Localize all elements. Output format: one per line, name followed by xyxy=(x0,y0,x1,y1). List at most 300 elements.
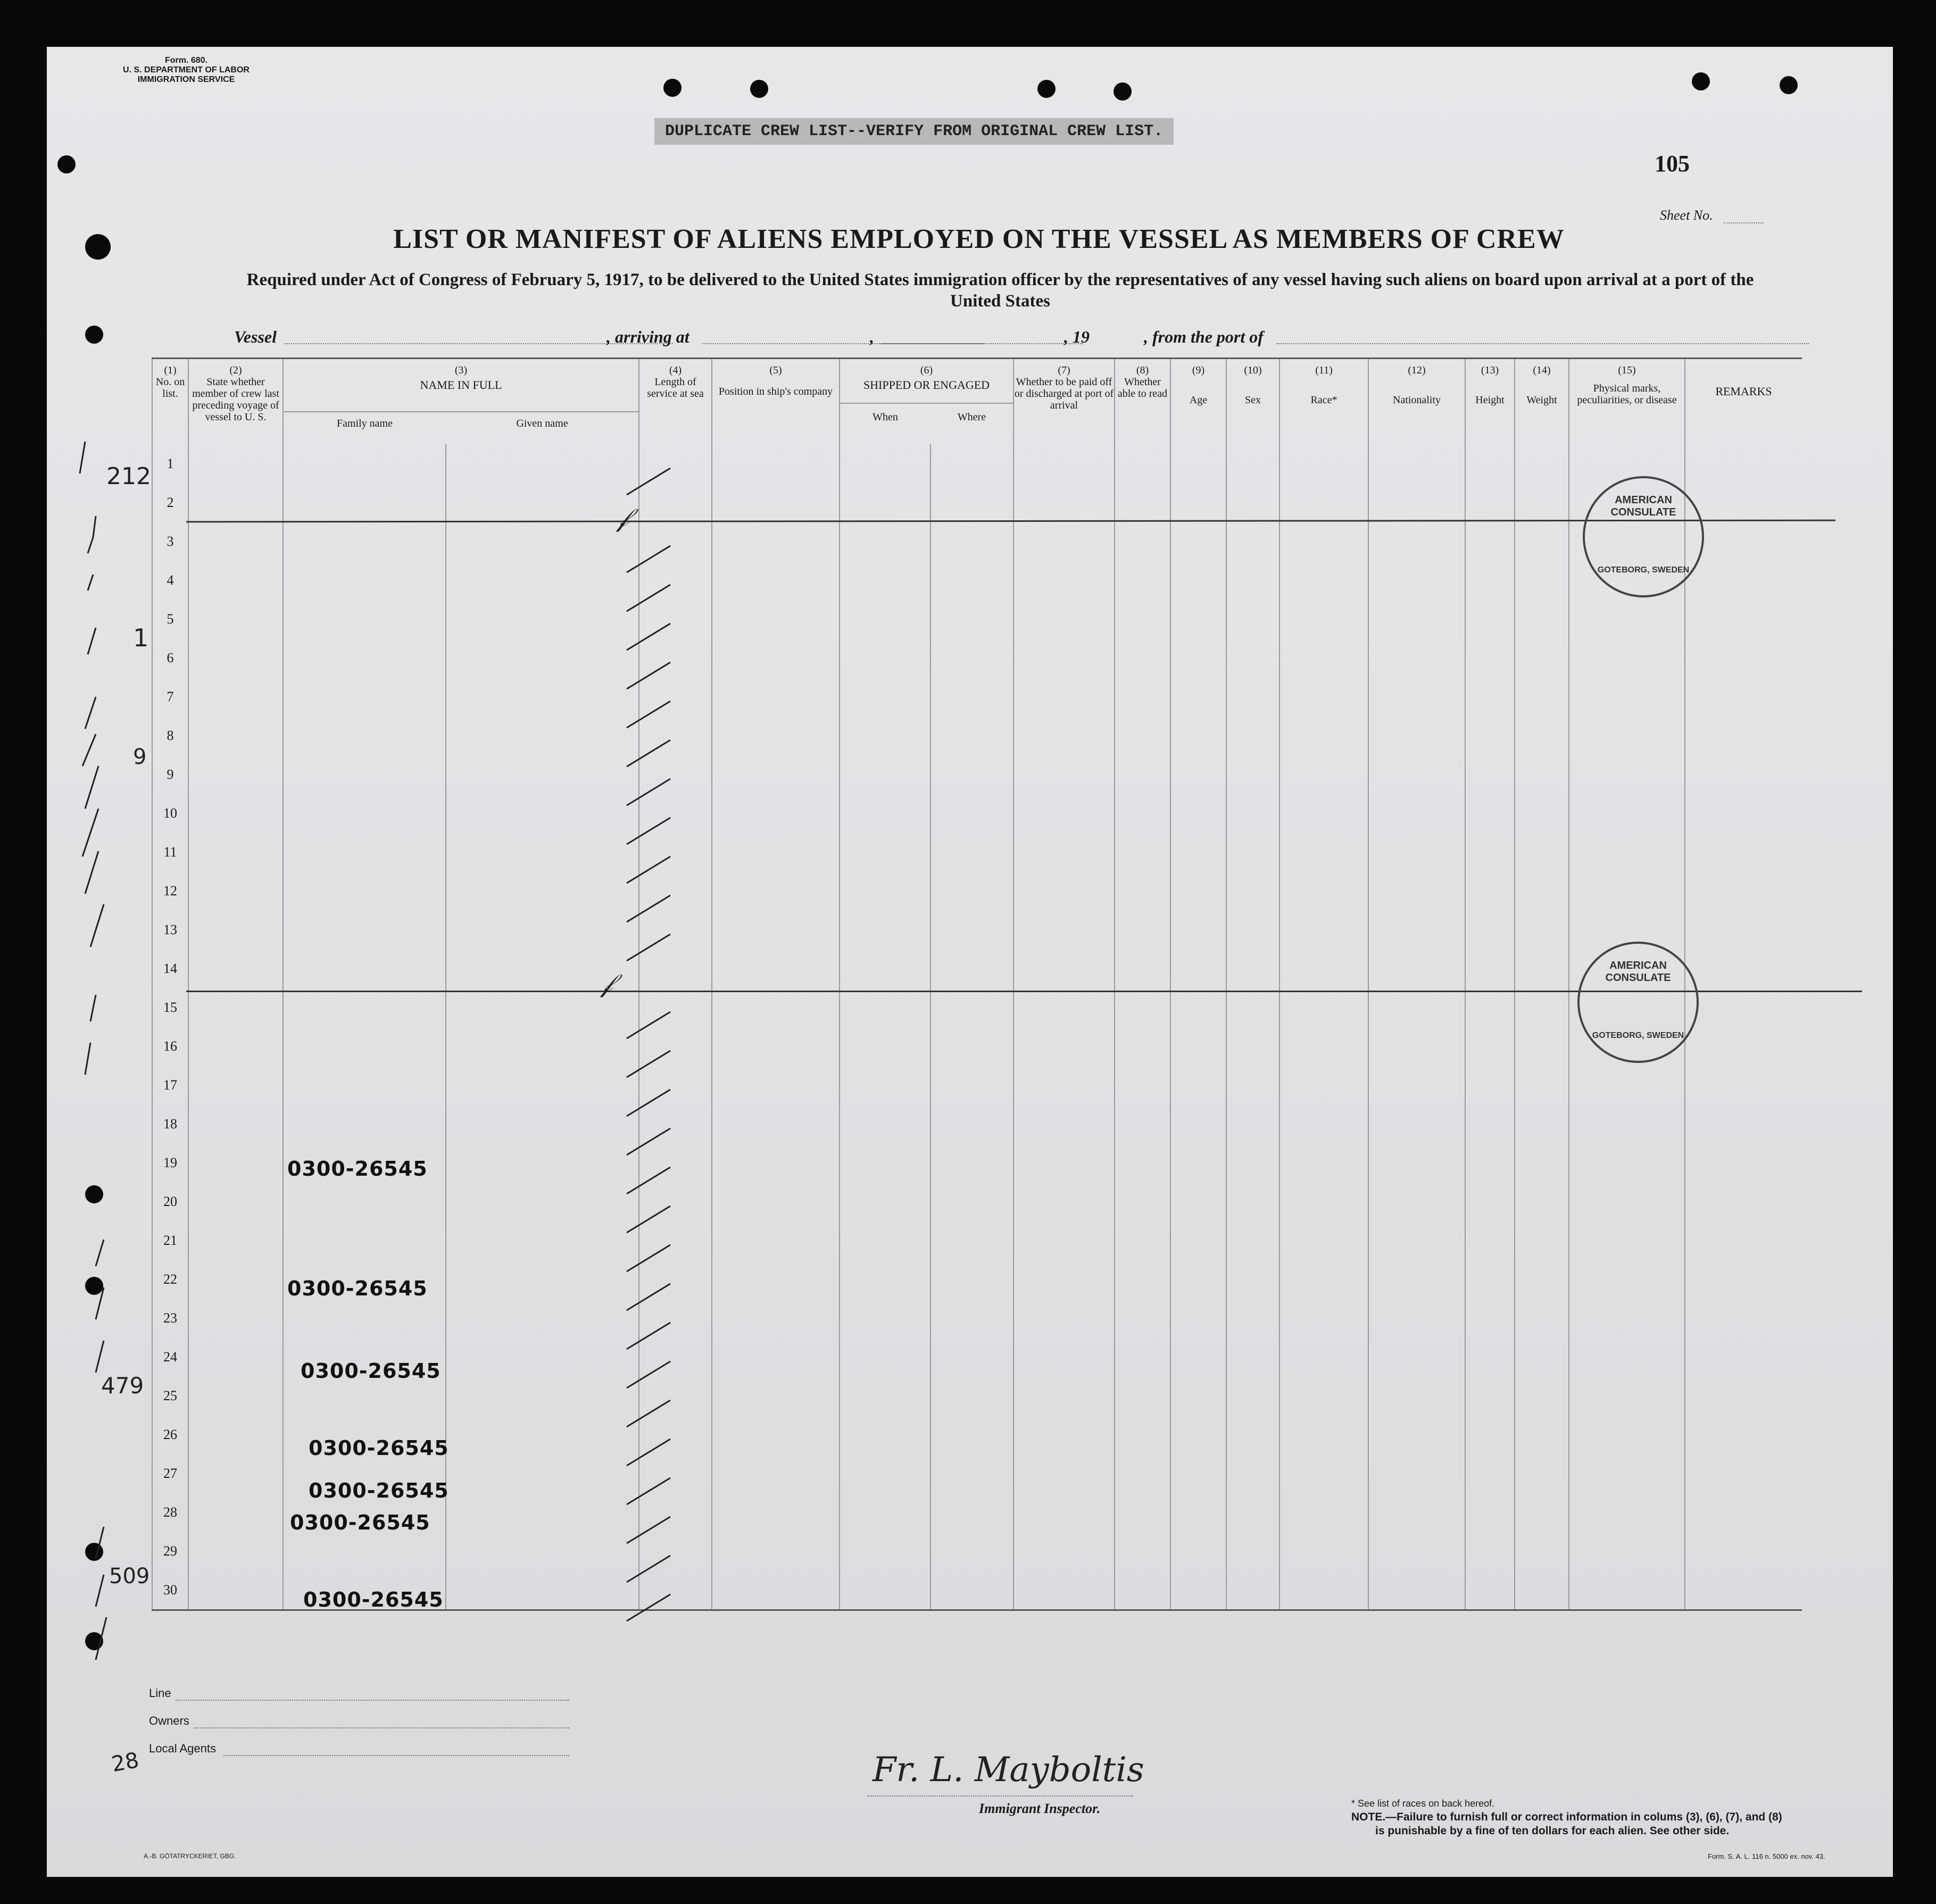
empty-cell xyxy=(1013,561,1115,600)
empty-cell xyxy=(1569,871,1685,910)
empty-cell xyxy=(1013,794,1115,833)
margin-number: 509 xyxy=(109,1564,150,1589)
empty-cell xyxy=(446,1532,639,1570)
empty-cell xyxy=(1279,1104,1368,1143)
service-slash xyxy=(627,1167,670,1194)
empty-cell xyxy=(930,949,1013,988)
empty-cell xyxy=(188,1066,283,1104)
empty-cell xyxy=(1170,1104,1226,1143)
empty-cell xyxy=(1115,1221,1170,1260)
empty-cell xyxy=(840,1415,930,1454)
empty-cell xyxy=(1279,1376,1368,1415)
empty-cell xyxy=(840,1104,930,1143)
empty-cell xyxy=(1515,988,1569,1027)
row-number: 16 xyxy=(152,1027,188,1066)
empty-cell xyxy=(188,988,283,1027)
empty-cell xyxy=(840,1532,930,1570)
empty-cell xyxy=(1170,600,1226,638)
race-note: * See list of races on back hereof. xyxy=(1351,1798,1495,1809)
margin-number: 28 xyxy=(110,1748,141,1777)
service-slash xyxy=(627,1128,670,1155)
year-label: , 19 xyxy=(1064,327,1090,346)
table-row xyxy=(152,561,1802,600)
empty-cell xyxy=(1685,1376,1802,1415)
empty-cell xyxy=(1685,1337,1802,1376)
empty-cell xyxy=(930,1143,1013,1182)
empty-cell xyxy=(446,1570,639,1610)
empty-cell xyxy=(840,910,930,949)
empty-cell xyxy=(712,988,840,1027)
empty-cell xyxy=(1569,1104,1685,1143)
empty-cell xyxy=(1685,1260,1802,1299)
empty-cell xyxy=(712,1415,840,1454)
empty-cell xyxy=(1465,1299,1515,1337)
empty-cell xyxy=(1170,1299,1226,1337)
empty-cell xyxy=(1685,755,1802,794)
empty-cell xyxy=(712,1260,840,1299)
empty-cell xyxy=(1515,1454,1569,1493)
empty-cell xyxy=(1226,1493,1279,1532)
col-physical-marks: (15) Physical marks, peculiarities, or disease xyxy=(1569,359,1685,445)
empty-cell xyxy=(1013,1454,1115,1493)
empty-cell xyxy=(1115,677,1170,716)
table-row xyxy=(152,1299,1802,1337)
empty-cell xyxy=(1685,871,1802,910)
empty-cell xyxy=(1170,1454,1226,1493)
empty-cell xyxy=(1170,1337,1226,1376)
row-number: 28 xyxy=(152,1493,188,1532)
row-number: 14 xyxy=(152,949,188,988)
empty-cell xyxy=(1368,1260,1465,1299)
case-number: 0300-26545 xyxy=(287,1277,428,1300)
empty-cell xyxy=(446,755,639,794)
empty-cell xyxy=(188,716,283,755)
page-title: LIST OR MANIFEST OF ALIENS EMPLOYED ON THE VESSEL AS MEMBERS OF CREW xyxy=(393,224,1565,254)
empty-cell xyxy=(283,716,446,755)
empty-cell xyxy=(840,1221,930,1260)
empty-cell xyxy=(1279,1299,1368,1337)
empty-cell xyxy=(1013,1182,1115,1221)
service: IMMIGRATION SERVICE xyxy=(137,75,235,84)
empty-cell xyxy=(1115,1376,1170,1415)
empty-cell xyxy=(1226,833,1279,871)
table-row xyxy=(152,949,1802,988)
empty-cell xyxy=(1115,1143,1170,1182)
initials-row-14: 𝒻 xyxy=(601,968,613,998)
empty-cell xyxy=(188,1493,283,1532)
row-number: 4 xyxy=(152,561,188,600)
empty-cell xyxy=(712,1104,840,1143)
given-name-header: Given name xyxy=(516,418,568,429)
empty-cell xyxy=(1569,755,1685,794)
table-row xyxy=(152,483,1802,522)
empty-cell xyxy=(1685,949,1802,988)
empty-cell xyxy=(1170,1493,1226,1532)
col-paid-off: (7) Whether to be paid off or discharged at port of arrival xyxy=(1013,359,1115,445)
empty-cell xyxy=(1013,1221,1115,1260)
empty-cell xyxy=(1115,1570,1170,1610)
empty-cell xyxy=(1226,1066,1279,1104)
empty-cell xyxy=(1465,444,1515,483)
empty-cell xyxy=(1515,522,1569,561)
empty-cell xyxy=(712,638,840,677)
service-slash xyxy=(627,779,670,805)
col-service: (4) Length of service at sea xyxy=(639,359,712,445)
service-slash xyxy=(627,1206,670,1233)
table-row xyxy=(152,1066,1802,1104)
empty-cell xyxy=(188,1104,283,1143)
empty-cell xyxy=(1515,1376,1569,1415)
empty-cell xyxy=(840,1493,930,1532)
empty-cell xyxy=(1685,988,1802,1027)
empty-cell xyxy=(1226,949,1279,988)
case-number: 0300-26545 xyxy=(309,1436,449,1460)
table-row xyxy=(152,833,1802,871)
row-number: 3 xyxy=(152,522,188,561)
empty-cell xyxy=(1279,444,1368,483)
empty-cell xyxy=(840,949,930,988)
service-slash xyxy=(627,1556,670,1582)
punch-hole xyxy=(1692,72,1710,90)
empty-cell xyxy=(1170,1260,1226,1299)
service-slash xyxy=(627,1594,670,1621)
service-slash xyxy=(627,895,670,922)
row-number: 8 xyxy=(152,716,188,755)
empty-cell xyxy=(1115,1337,1170,1376)
empty-cell xyxy=(712,483,840,522)
empty-cell xyxy=(1226,444,1279,483)
empty-cell xyxy=(930,1532,1013,1570)
empty-cell xyxy=(1368,1415,1465,1454)
empty-cell xyxy=(930,1182,1013,1221)
empty-cell xyxy=(840,522,930,561)
empty-cell xyxy=(1685,1182,1802,1221)
form-code: Form. S. A. L. 116 n. 5000 ex. nov. 43. xyxy=(1708,1852,1825,1860)
empty-cell xyxy=(1279,910,1368,949)
empty-cell xyxy=(1279,1337,1368,1376)
empty-cell xyxy=(1368,1337,1465,1376)
empty-cell xyxy=(1279,833,1368,871)
empty-cell xyxy=(1279,988,1368,1027)
empty-cell xyxy=(1170,1221,1226,1260)
empty-cell xyxy=(840,1337,930,1376)
empty-cell xyxy=(1515,1104,1569,1143)
inspector-signature: Fr. L. Mayboltis xyxy=(873,1750,1144,1790)
empty-cell xyxy=(283,522,446,561)
empty-cell xyxy=(1115,600,1170,638)
empty-cell xyxy=(1226,1415,1279,1454)
empty-cell xyxy=(1170,988,1226,1027)
consulate-stamp: AMERICAN CONSULATE GOTEBORG, SWEDEN xyxy=(1577,942,1699,1063)
empty-cell xyxy=(1226,522,1279,561)
empty-cell xyxy=(1685,1066,1802,1104)
empty-cell xyxy=(840,444,930,483)
empty-cell xyxy=(1685,1221,1802,1260)
empty-cell xyxy=(840,600,930,638)
empty-cell xyxy=(712,1143,840,1182)
empty-cell xyxy=(1226,1570,1279,1610)
empty-cell xyxy=(1368,1104,1465,1143)
table-row xyxy=(152,1532,1802,1570)
local-agents-field-label: Local Agents xyxy=(149,1742,216,1755)
col-remarks: REMARKS xyxy=(1685,359,1802,445)
empty-cell xyxy=(1515,716,1569,755)
empty-cell xyxy=(1465,522,1515,561)
empty-cell xyxy=(930,1415,1013,1454)
col-previous-voyage: (2) State whether member of crew last preceding voyage of vessel to U. S. xyxy=(188,359,283,445)
empty-cell xyxy=(446,1493,639,1532)
empty-cell xyxy=(188,910,283,949)
empty-cell xyxy=(1226,600,1279,638)
row-number: 11 xyxy=(152,833,188,871)
empty-cell xyxy=(1685,794,1802,833)
empty-cell xyxy=(712,677,840,716)
empty-cell xyxy=(1685,1415,1802,1454)
punch-hole xyxy=(85,234,111,260)
table-row xyxy=(152,638,1802,677)
empty-cell xyxy=(1226,1532,1279,1570)
table-row xyxy=(152,910,1802,949)
page-subtitle: Required under Act of Congress of February 5, 1917, to be delivered to the United States immigration officer by the representatives of any vessel having such aliens on board upon arrival at a port of the United States xyxy=(246,270,1754,311)
empty-cell xyxy=(712,600,840,638)
row-number: 9 xyxy=(152,755,188,794)
punch-hole xyxy=(663,79,682,97)
empty-cell xyxy=(1279,1454,1368,1493)
punch-hole xyxy=(57,155,76,173)
empty-cell xyxy=(1515,910,1569,949)
empty-cell xyxy=(1368,1570,1465,1610)
empty-cell xyxy=(930,1570,1013,1610)
empty-cell xyxy=(930,1493,1013,1532)
col-position: (5) Position in ship's company xyxy=(712,359,840,445)
empty-cell xyxy=(1226,716,1279,755)
service-slash xyxy=(627,1517,670,1543)
empty-cell xyxy=(1515,677,1569,716)
empty-cell xyxy=(1013,1104,1115,1143)
empty-cell xyxy=(1013,1337,1115,1376)
empty-cell xyxy=(1515,638,1569,677)
empty-cell xyxy=(446,638,639,677)
empty-cell xyxy=(712,1454,840,1493)
row-number: 23 xyxy=(152,1299,188,1337)
col-race: (11) Race* xyxy=(1279,359,1368,445)
empty-cell xyxy=(1279,1570,1368,1610)
table-row xyxy=(152,755,1802,794)
empty-cell xyxy=(1279,794,1368,833)
empty-cell xyxy=(840,1066,930,1104)
service-slash xyxy=(627,701,670,728)
empty-cell xyxy=(1115,1104,1170,1143)
empty-cell xyxy=(1465,1415,1515,1454)
empty-cell xyxy=(1226,910,1279,949)
empty-cell xyxy=(1685,483,1802,522)
empty-cell xyxy=(188,1143,283,1182)
empty-cell xyxy=(712,1570,840,1610)
empty-cell xyxy=(712,871,840,910)
note-line-1: NOTE.—Failure to furnish full or correct information in colums (3), (6), (7), and (8) xyxy=(1351,1811,1782,1823)
when-header: When xyxy=(873,411,898,423)
empty-cell xyxy=(1465,1493,1515,1532)
empty-cell xyxy=(283,1104,446,1143)
empty-cell xyxy=(1515,483,1569,522)
empty-cell xyxy=(930,1376,1013,1415)
table-row xyxy=(152,677,1802,716)
empty-cell xyxy=(1569,1415,1685,1454)
empty-cell xyxy=(840,561,930,600)
empty-cell xyxy=(446,1143,639,1182)
empty-cell xyxy=(712,1337,840,1376)
empty-cell xyxy=(1279,1221,1368,1260)
table-row xyxy=(152,444,1802,483)
empty-cell xyxy=(1685,444,1802,483)
empty-cell xyxy=(1685,600,1802,638)
punch-hole xyxy=(1114,82,1132,101)
empty-cell xyxy=(188,755,283,794)
empty-cell xyxy=(283,988,446,1027)
empty-cell xyxy=(1115,444,1170,483)
service-slash xyxy=(627,934,670,961)
empty-cell xyxy=(1226,1182,1279,1221)
empty-cell xyxy=(1685,1493,1802,1532)
table-row xyxy=(152,988,1802,1027)
empty-cell xyxy=(1115,988,1170,1027)
empty-cell xyxy=(1465,600,1515,638)
empty-cell xyxy=(1465,1376,1515,1415)
row-number: 24 xyxy=(152,1337,188,1376)
table-row xyxy=(152,794,1802,833)
empty-cell xyxy=(1515,1299,1569,1337)
row-number: 13 xyxy=(152,910,188,949)
empty-cell xyxy=(1013,522,1115,561)
empty-cell xyxy=(1170,871,1226,910)
table-header xyxy=(152,359,1802,445)
empty-cell xyxy=(283,1066,446,1104)
empty-cell xyxy=(1170,755,1226,794)
empty-cell xyxy=(840,1143,930,1182)
empty-cell xyxy=(712,949,840,988)
empty-cell xyxy=(1368,444,1465,483)
empty-cell xyxy=(283,910,446,949)
empty-cell xyxy=(1368,600,1465,638)
col-no: (1) No. on list. xyxy=(152,359,188,445)
empty-cell xyxy=(1170,1415,1226,1454)
empty-cell xyxy=(1465,794,1515,833)
table-row xyxy=(152,1104,1802,1143)
col-nationality: (12) Nationality xyxy=(1368,359,1465,445)
empty-cell xyxy=(930,1027,1013,1066)
empty-cell xyxy=(1170,716,1226,755)
family-name-header: Family name xyxy=(337,418,393,429)
row-number: 26 xyxy=(152,1415,188,1454)
empty-cell xyxy=(188,677,283,716)
empty-cell xyxy=(1279,638,1368,677)
empty-cell xyxy=(188,871,283,910)
empty-cell xyxy=(1465,716,1515,755)
empty-cell xyxy=(1515,1415,1569,1454)
form-number: Form. 680. xyxy=(164,56,208,65)
empty-cell xyxy=(1569,677,1685,716)
empty-cell xyxy=(1685,1532,1802,1570)
empty-cell xyxy=(840,677,930,716)
empty-cell xyxy=(930,833,1013,871)
empty-cell xyxy=(1368,949,1465,988)
empty-cell xyxy=(446,444,639,483)
empty-cell xyxy=(446,1027,639,1066)
empty-cell xyxy=(1569,444,1685,483)
empty-cell xyxy=(446,794,639,833)
empty-cell xyxy=(1279,522,1368,561)
punch-hole xyxy=(1780,76,1798,94)
table-row xyxy=(152,716,1802,755)
empty-cell xyxy=(1115,1027,1170,1066)
empty-cell xyxy=(1170,1570,1226,1610)
empty-cell xyxy=(840,483,930,522)
service-slash-marks xyxy=(622,463,697,1633)
col-sex: (10) Sex xyxy=(1226,359,1279,445)
empty-cell xyxy=(1115,1454,1170,1493)
empty-cell xyxy=(1685,677,1802,716)
empty-cell xyxy=(930,444,1013,483)
empty-cell xyxy=(1569,1066,1685,1104)
empty-cell xyxy=(1013,1415,1115,1454)
empty-cell xyxy=(1279,716,1368,755)
empty-cell xyxy=(1685,1143,1802,1182)
form-header xyxy=(122,56,250,85)
service-slash xyxy=(627,1051,670,1077)
empty-cell xyxy=(840,871,930,910)
empty-cell xyxy=(1368,871,1465,910)
empty-cell xyxy=(283,833,446,871)
empty-cell xyxy=(840,716,930,755)
empty-cell xyxy=(930,871,1013,910)
empty-cell xyxy=(188,949,283,988)
empty-cell xyxy=(1368,910,1465,949)
empty-cell xyxy=(1170,1066,1226,1104)
empty-cell xyxy=(840,833,930,871)
empty-cell xyxy=(1226,988,1279,1027)
empty-cell xyxy=(1685,1570,1802,1610)
empty-cell xyxy=(1226,871,1279,910)
empty-cell xyxy=(446,1415,639,1454)
row-number: 25 xyxy=(152,1376,188,1415)
empty-cell xyxy=(712,910,840,949)
empty-cell xyxy=(188,1415,283,1454)
empty-cell xyxy=(446,716,639,755)
empty-cell xyxy=(446,833,639,871)
empty-cell xyxy=(1013,871,1115,910)
row-number: 1 xyxy=(152,444,188,483)
empty-cell xyxy=(188,1532,283,1570)
empty-cell xyxy=(930,483,1013,522)
row-number: 30 xyxy=(152,1570,188,1610)
empty-cell xyxy=(1685,561,1802,600)
empty-cell xyxy=(930,638,1013,677)
empty-cell xyxy=(188,1299,283,1337)
empty-cell xyxy=(1170,561,1226,600)
empty-cell xyxy=(930,1066,1013,1104)
empty-cell xyxy=(1013,483,1115,522)
empty-cell xyxy=(712,561,840,600)
service-slash xyxy=(627,662,670,689)
empty-cell xyxy=(188,638,283,677)
empty-cell xyxy=(1465,833,1515,871)
empty-cell xyxy=(1368,1066,1465,1104)
empty-cell xyxy=(1368,1182,1465,1221)
empty-cell xyxy=(1013,677,1115,716)
empty-cell xyxy=(1279,755,1368,794)
empty-cell xyxy=(1226,1260,1279,1299)
empty-cell xyxy=(1170,949,1226,988)
